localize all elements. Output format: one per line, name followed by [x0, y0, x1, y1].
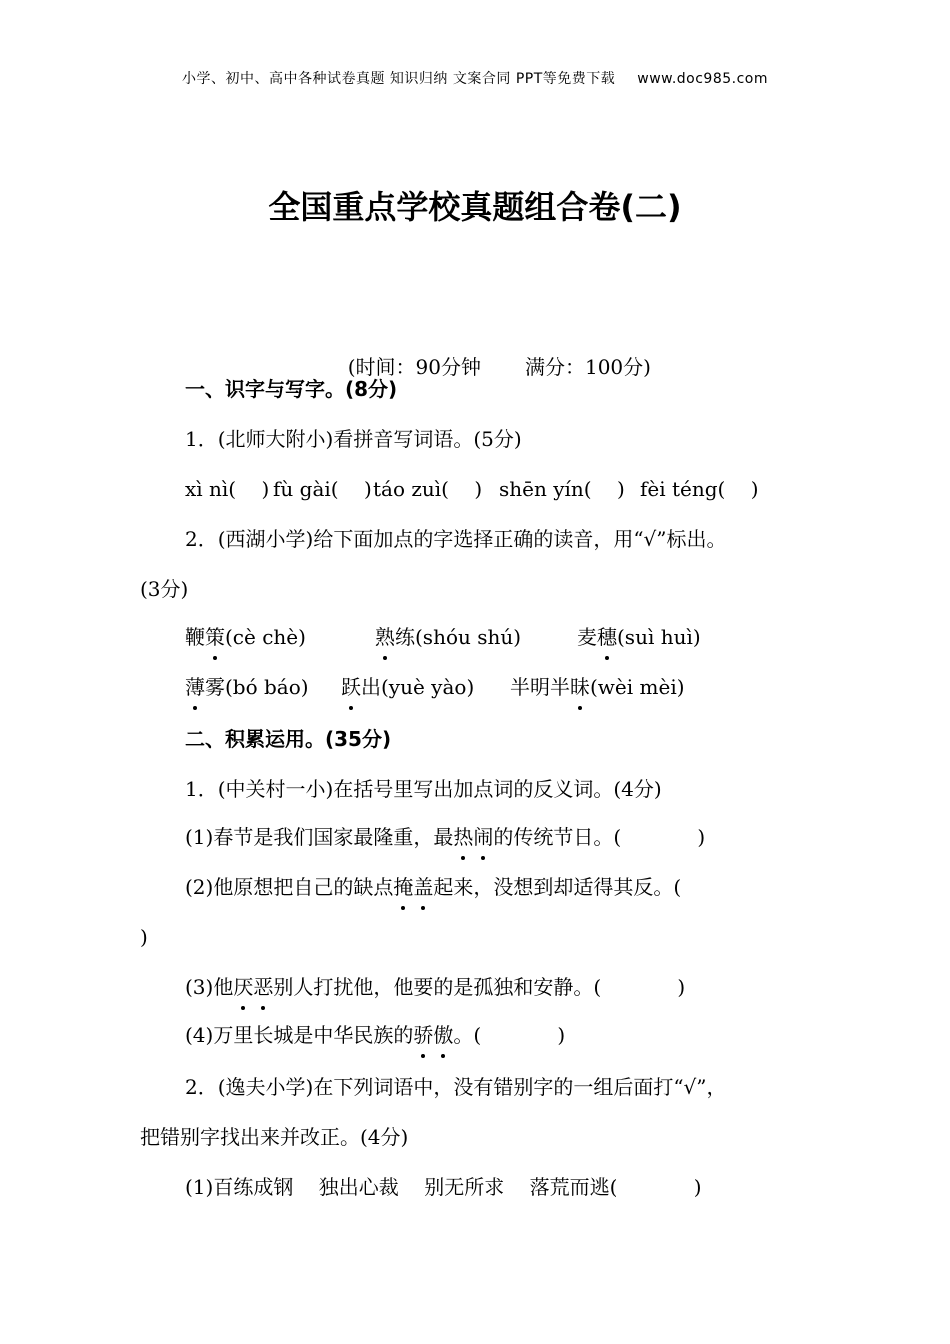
exam-score: 满分：100分) [524, 355, 651, 379]
dotted-word [413, 1023, 453, 1047]
reading-choice: 半明半昧(wèi mèi) [510, 675, 685, 699]
reading-choice: 薄雾(bó báo) [185, 675, 309, 699]
s1-q1-prompt: 1．(北师大附小)看拼音写词语。(5分) [185, 427, 522, 451]
dotted-char: 热 [453, 825, 474, 849]
section1-heading: 一、识字与写字。(8分) [185, 377, 398, 401]
dotted-char: 盖 [413, 875, 434, 899]
exam-meta [335, 325, 651, 381]
dotted-char: 熟 [375, 625, 395, 649]
antonym-item: (1)春节是我们国家最隆重，最热闹的传统节日。( ) [185, 825, 706, 849]
dotted-word [233, 975, 273, 999]
pinyin-item: shēn yín( ) [499, 477, 625, 501]
s1-q2-prompt: 2．(西湖小学)给下面加点的字选择正确的读音，用“√”标出。 [185, 527, 727, 551]
dotted-char: 昧 [570, 675, 590, 699]
dotted-char: 傲 [433, 1023, 454, 1047]
dotted-char: 厌 [233, 975, 254, 999]
dotted-char: 策 [205, 625, 225, 649]
reading-choice: 熟练(shóu shú) [375, 625, 522, 649]
dotted-char: 掩 [393, 875, 414, 899]
dotted-char: 恶 [253, 975, 274, 999]
s2-q2-prompt-cont: 把错别字找出来并改正。(4分) [140, 1125, 409, 1149]
pinyin-item: táo zuì( ) [373, 477, 483, 501]
site-header [0, 68, 950, 88]
reading-choice: 鞭策(cè chè) [185, 625, 306, 649]
antonym-item: (2)他原想把自己的缺点掩盖起来，没想到却适得其反。( [185, 875, 682, 899]
section2-heading: 二、积累运用。(35分) [185, 727, 392, 751]
s1-q2-prompt-cont: (3分) [140, 577, 189, 601]
antonym-item: (3)他厌恶别人打扰他，他要的是孤独和安静。( ) [185, 975, 686, 999]
typo-item: (1)百练成钢 独出心裁 别无所求 落荒而逃( ) [185, 1175, 702, 1199]
dotted-char: 闹 [473, 825, 494, 849]
pinyin-item: fèi téng( ) [640, 477, 759, 501]
header-text: 小学、初中、高中各种试卷真题 知识归纳 文案合同 PPT等免费下载 [181, 71, 616, 87]
dotted-char: 薄 [185, 675, 205, 699]
antonym-item-cont: ) [140, 925, 148, 949]
dotted-char: 穗 [597, 625, 617, 649]
exam-time: (时间：90分钟 [347, 355, 481, 379]
dotted-char: 骄 [413, 1023, 434, 1047]
pinyin-item: fù gài( ) [273, 477, 372, 501]
dotted-word [393, 875, 433, 899]
reading-choice: 麦穗(suì huì) [577, 625, 701, 649]
dotted-word [453, 825, 493, 849]
dotted-char: 跃 [341, 675, 361, 699]
reading-choice: 跃出(yuè yào) [341, 675, 475, 699]
s2-q1-prompt: 1．(中关村一小)在括号里写出加点词的反义词。(4分) [185, 777, 662, 801]
antonym-item: (4)万里长城是中华民族的骄傲。( ) [185, 1023, 566, 1047]
page-title: 全国重点学校真题组合卷(二) [268, 188, 682, 226]
pinyin-item: xì nì( ) [185, 477, 270, 501]
s2-q2-prompt: 2．(逸夫小学)在下列词语中，没有错别字的一组后面打“√”， [185, 1075, 727, 1099]
header-url[interactable]: www.doc985.com [637, 71, 769, 87]
